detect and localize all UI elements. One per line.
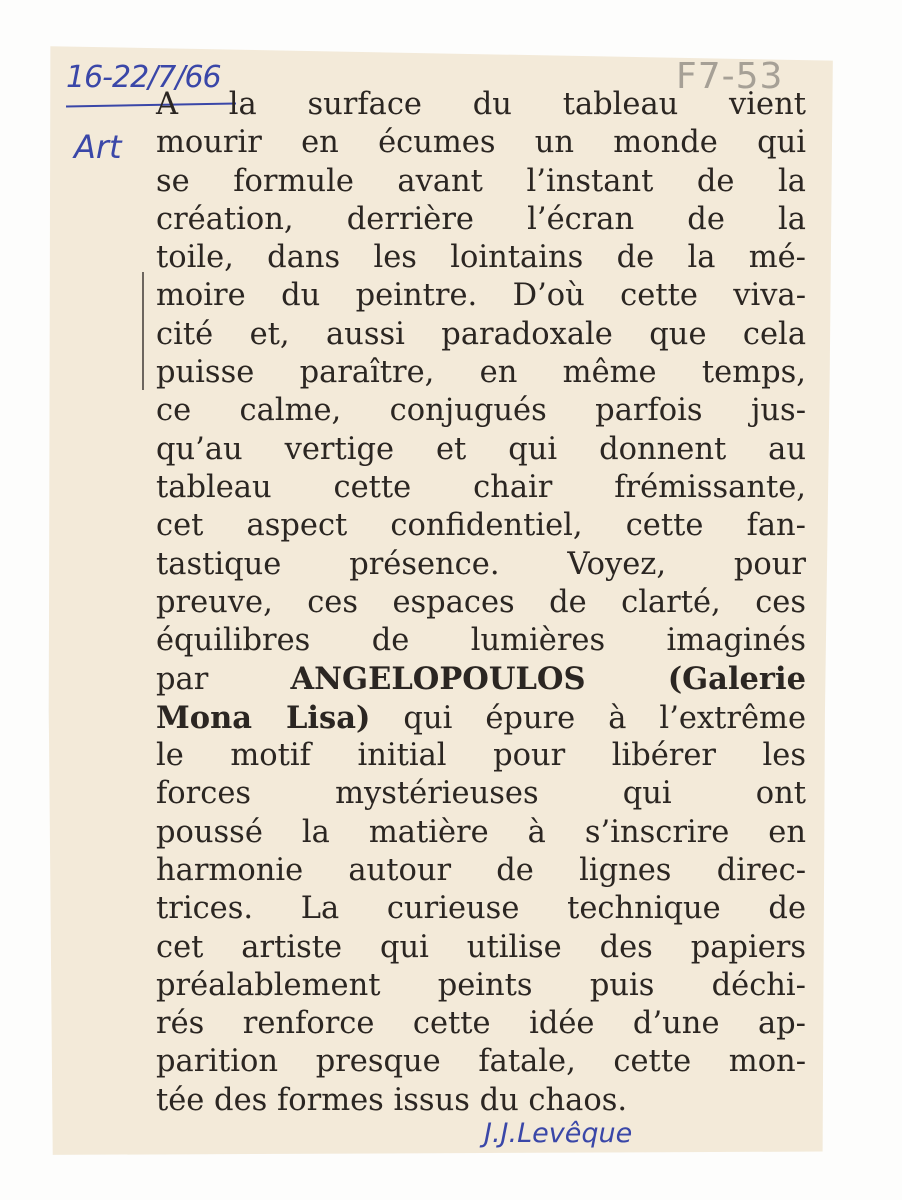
handwritten-section-label: Art <box>74 128 122 166</box>
gallery-open: (Galerie <box>667 661 806 698</box>
article-line: le motif initial pour libérer les <box>156 738 806 774</box>
article-line: ce calme, conjugués parfois jus- <box>156 393 806 429</box>
article-line: puisse paraître, en même temps, <box>156 355 806 391</box>
article-line: parition presque fatale, cette mon- <box>156 1044 806 1080</box>
article-line-rest: qui épure à l’extrême <box>403 700 806 736</box>
gallery-name: Mona Lisa) <box>156 699 371 736</box>
word-par: par <box>156 662 209 698</box>
article-line: rés renforce cette idée d’une ap- <box>156 1006 806 1042</box>
article-line: équilibres de lumières imaginés <box>156 623 806 659</box>
article-line: mourir en écumes un monde qui <box>156 125 806 161</box>
article-line: cet aspect confidentiel, cette fan- <box>156 508 806 544</box>
article-line: toile, dans les lointains de la mé- <box>156 240 806 276</box>
handwritten-author-signature: J.J.Levêque <box>484 1118 633 1149</box>
article-line: préalablement peints puis déchi- <box>156 967 806 1003</box>
article-line: forces mystérieuses qui ont <box>156 776 806 812</box>
article-line: cet artiste qui utilise des papiers <box>156 929 806 965</box>
article-line: harmonie autour de lignes direc- <box>156 852 806 888</box>
article-line: qu’au vertige et qui donnent au <box>156 431 806 467</box>
article-line: cité et, aussi paradoxale que cela <box>156 316 806 352</box>
article-line: tée des formes issus du chaos. <box>156 1082 628 1118</box>
article-line-gallery <box>156 699 806 737</box>
article-line: A la surface du tableau vient <box>156 87 806 122</box>
article-line: moire du peintre. D’où cette viva- <box>156 278 806 314</box>
article-line: poussé la matière à s’inscrire en <box>156 814 806 850</box>
article-line: preuve, ces espaces de clarté, ces <box>156 584 806 620</box>
margin-mark <box>142 272 144 390</box>
artist-name: ANGELOPOULOS <box>290 661 586 698</box>
archive-code-pencil: F7-53 <box>676 56 784 97</box>
article-line-artist <box>156 660 806 698</box>
article-line: tastique présence. Voyez, pour <box>156 546 806 582</box>
article-line: création, derrière l’écran de la <box>156 201 806 237</box>
article-line: se formule avant l’instant de la <box>156 163 806 199</box>
article-line: trices. La curieuse technique de <box>156 891 806 927</box>
handwritten-date: 16-22/7/66 <box>66 60 221 95</box>
article-body <box>156 86 806 1120</box>
article-line: tableau cette chair frémissante, <box>156 469 806 505</box>
